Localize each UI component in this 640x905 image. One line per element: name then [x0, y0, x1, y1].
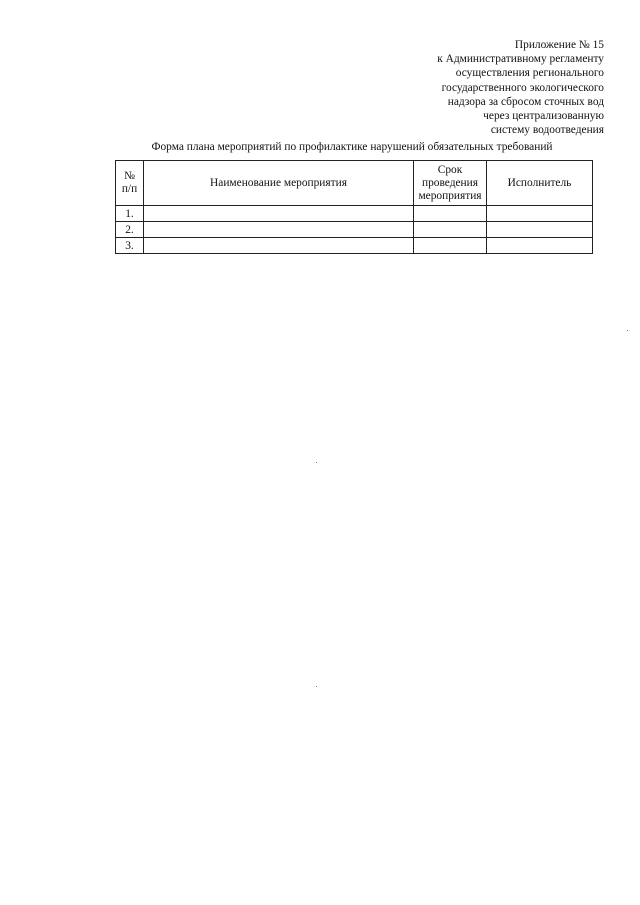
- table-header-row: [116, 161, 593, 206]
- header-num: [116, 161, 144, 206]
- appendix-line-5: надзора за сбросом сточных вод: [447, 95, 604, 108]
- row-name: [144, 222, 414, 238]
- row-term: [414, 222, 487, 238]
- row-name: [144, 238, 414, 254]
- appendix-line-6: через централизованную: [483, 110, 604, 123]
- header-term-line2: проведения: [422, 176, 478, 189]
- row-num: 3.: [116, 238, 144, 254]
- table-row: [116, 206, 593, 222]
- row-term: [414, 206, 487, 222]
- header-name: Наименование мероприятия: [144, 161, 414, 206]
- scan-speck: [627, 330, 628, 331]
- row-executor: [487, 206, 593, 222]
- header-num-line2: п/п: [121, 183, 138, 195]
- table-row: [116, 238, 593, 254]
- header-executor: Исполнитель: [487, 161, 593, 206]
- measures-plan-table: [115, 160, 593, 254]
- row-executor: [487, 238, 593, 254]
- header-term-line1: Срок: [437, 163, 463, 176]
- row-name: [144, 206, 414, 222]
- appendix-line-3: осуществления регионального: [455, 67, 604, 80]
- appendix-line-7: систему водоотведения: [490, 124, 604, 137]
- row-num: 1.: [116, 206, 144, 222]
- header-term: [414, 161, 487, 206]
- appendix-line-4: государственного экологического: [441, 81, 604, 94]
- appendix-header: [304, 38, 604, 137]
- form-title: Форма плана мероприятий по профилактике нарушений обязательных требований: [151, 141, 553, 153]
- header-term-line3: мероприятия: [418, 189, 482, 202]
- header-num-line1: №: [124, 170, 135, 182]
- appendix-line-1: Приложение № 15: [514, 39, 604, 51]
- row-term: [414, 238, 487, 254]
- appendix-line-2: к Административному регламенту: [437, 53, 604, 66]
- scan-speck: [316, 462, 317, 463]
- scan-speck: [316, 686, 317, 687]
- row-num: 2.: [116, 222, 144, 238]
- table-row: [116, 222, 593, 238]
- row-executor: [487, 222, 593, 238]
